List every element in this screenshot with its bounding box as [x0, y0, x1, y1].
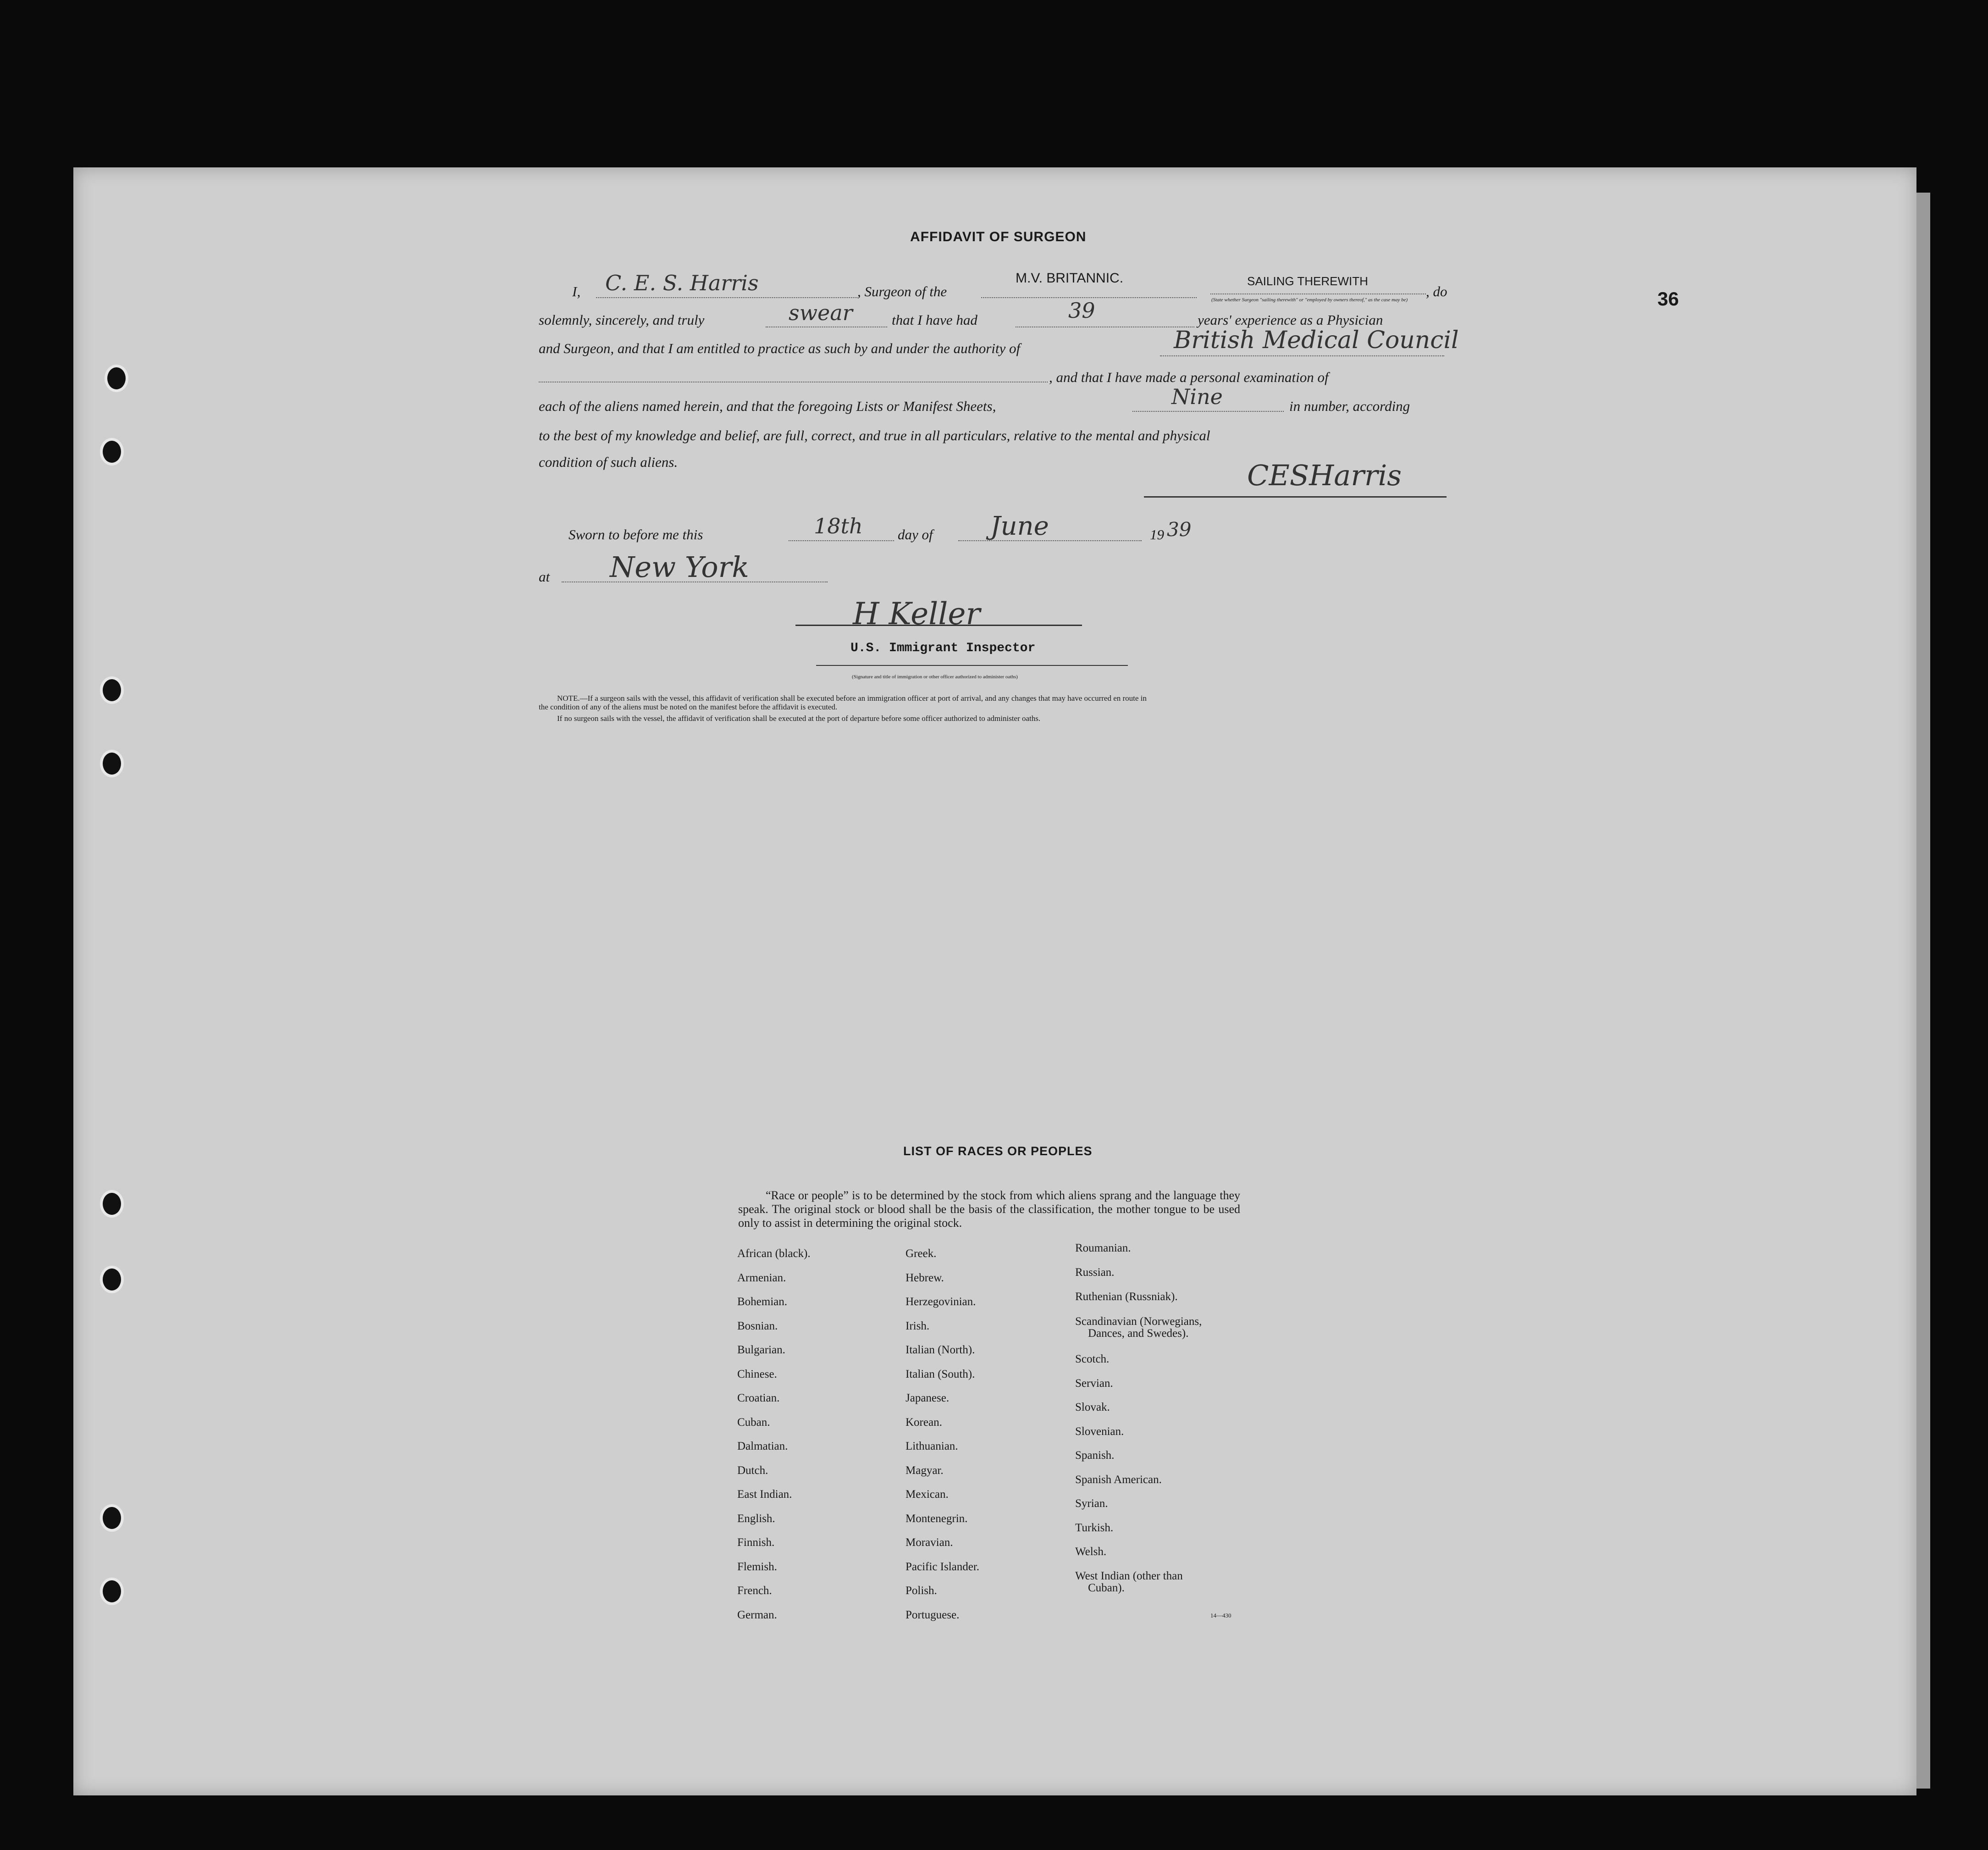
affidavit-surgeon-of: , Surgeon of the: [857, 283, 947, 299]
list-item: Lithuanian.: [906, 1440, 958, 1452]
list-item: Slovenian.: [1075, 1425, 1124, 1438]
list-item: Spanish American.: [1075, 1473, 1162, 1486]
races-column-1: [737, 1242, 811, 1627]
list-item: Irish.: [906, 1319, 930, 1332]
races-column-2: [906, 1242, 979, 1627]
note-line-2: the condition of any of the aliens must be noted on the manifest before the affidavit is executed.: [539, 703, 838, 711]
list-item: Italian (South).: [906, 1368, 975, 1380]
list-item: Portuguese.: [906, 1608, 960, 1621]
list-item: Flemish.: [737, 1560, 777, 1573]
affidavit-i: I,: [572, 283, 581, 299]
list-item: German.: [737, 1608, 777, 1621]
affidavit-in-number: in number, according: [1289, 398, 1410, 414]
affidavit-title: AFFIDAVIT OF SURGEON: [910, 229, 1087, 244]
list-item: Ruthenian (Russniak).: [1075, 1291, 1178, 1303]
list-item: Dances, and Swedes).: [1088, 1327, 1189, 1340]
binder-hole-icon: [100, 676, 124, 704]
list-item: Scotch.: [1075, 1353, 1110, 1365]
list-item: French.: [737, 1584, 772, 1597]
list-item: Armenian.: [737, 1271, 786, 1284]
sworn-at: at: [539, 569, 550, 585]
form-number: 14—430: [1210, 1612, 1231, 1619]
affidavit-solemnly: solemnly, sincerely, and truly: [539, 312, 705, 328]
list-item: Roumanian.: [1075, 1242, 1131, 1254]
sworn-year-suffix: 39: [1167, 518, 1192, 541]
list-item: Magyar.: [906, 1464, 944, 1477]
list-item: Polish.: [906, 1584, 937, 1597]
oath-word: swear: [789, 300, 853, 325]
binder-hole-icon: [100, 1190, 124, 1218]
years-value: 39: [1068, 298, 1095, 323]
list-item: Chinese.: [737, 1368, 777, 1380]
sworn-place: New York: [610, 550, 749, 584]
inspector-title: U.S. Immigrant Inspector: [850, 641, 1036, 655]
list-item: Pacific Islander.: [906, 1560, 980, 1573]
affidavit-personal-exam: , and that I have made a personal examination of: [1049, 369, 1329, 385]
list-item: Greek.: [906, 1247, 937, 1260]
sworn-text: Sworn to before me this: [569, 526, 703, 543]
affidavit-condition: condition of such aliens.: [539, 454, 678, 470]
list-item: English.: [737, 1512, 775, 1525]
list-item: Bosnian.: [737, 1319, 778, 1332]
list-item: Scandinavian (Norwegians,: [1075, 1315, 1202, 1328]
sheets-rule: [1132, 411, 1284, 412]
sworn-month-rule: [958, 540, 1142, 541]
races-intro: “Race or people” is to be determined by the stock from which aliens sprang and the language they speak. The original stock or blood shall be the basis of the classification, the mother tongue to be used only to assist in determining the original stock.: [738, 1189, 1240, 1230]
sworn-day: 18th: [814, 514, 863, 538]
affidavit-do: , do: [1426, 283, 1447, 299]
list-item: Korean.: [906, 1416, 942, 1429]
sworn-day-of: day of: [898, 526, 933, 543]
binder-hole-icon: [100, 1578, 124, 1605]
list-item: Russian.: [1075, 1266, 1115, 1279]
affidavit-years-experience: years' experience as a Physician: [1198, 312, 1383, 328]
list-item: Finnish.: [737, 1536, 775, 1549]
authority-rule: [1160, 355, 1444, 356]
list-item: Welsh.: [1075, 1545, 1107, 1558]
surgeon-signature-rule: [1144, 496, 1447, 498]
sworn-day-rule: [789, 540, 894, 541]
affidavit-each-alien: each of the aliens named herein, and that the foregoing Lists or Manifest Sheets,: [539, 398, 996, 414]
list-item: Bulgarian.: [737, 1344, 785, 1356]
list-item: Dalmatian.: [737, 1440, 788, 1452]
list-item: Mexican.: [906, 1488, 949, 1501]
binder-hole-icon: [100, 1504, 124, 1532]
page-edge: [1916, 193, 1930, 1789]
sworn-year-prefix: 19: [1150, 526, 1164, 543]
surgeon-signature: CESHarris: [1247, 459, 1402, 492]
inspector-signature: H Keller: [853, 596, 980, 631]
list-item: Spanish.: [1075, 1449, 1115, 1462]
list-item: Servian.: [1075, 1377, 1113, 1390]
affidavit-and-surgeon: and Surgeon, and that I am entitled to practice as such by and under the authority of: [539, 340, 1021, 356]
sailing-status: SAILING THEREWITH: [1247, 274, 1368, 288]
races-title: LIST OF RACES OR PEOPLES: [903, 1144, 1093, 1158]
list-item: Italian (North).: [906, 1344, 975, 1356]
list-item: Bohemian.: [737, 1296, 788, 1308]
inspector-title-rule: [816, 665, 1128, 666]
binder-hole-icon: [100, 1266, 124, 1293]
list-item: Montenegrin.: [906, 1512, 968, 1525]
note-line-3: If no surgeon sails with the vessel, the affidavit of verification shall be executed at the port of departure before some officer authorized to administer oaths.: [557, 714, 1041, 723]
surgeon-name-rule: [596, 297, 857, 298]
list-item: Japanese.: [906, 1392, 950, 1404]
binder-hole-icon: [105, 365, 128, 392]
list-item: Cuban).: [1088, 1582, 1125, 1594]
vessel-name: M.V. BRITANNIC.: [1016, 271, 1124, 286]
list-item: Dutch.: [737, 1464, 768, 1477]
list-item: West Indian (other than: [1075, 1570, 1183, 1582]
affidavit-knowledge: to the best of my knowledge and belief, are full, correct, and true in all particulars, relative to the mental and physical: [539, 427, 1210, 443]
list-item: Croatian.: [737, 1392, 780, 1404]
signature-caption: (Signature and title of immigration or other officer authorized to administer oaths): [852, 674, 1018, 680]
list-item: Cuban.: [737, 1416, 770, 1429]
list-item: Hebrew.: [906, 1271, 944, 1284]
list-item: East Indian.: [737, 1488, 792, 1501]
list-item: Syrian.: [1075, 1497, 1108, 1510]
list-item: Herzegovinian.: [906, 1296, 976, 1308]
sailing-hint: (State whether Surgeon "sailing therewith" or "employed by owners thereof," as the case may be): [1211, 297, 1408, 303]
note-line-1: NOTE.—If a surgeon sails with the vessel, this affidavit of verification shall be executed before an immigration officer at port of arrival, and any changes that may have occurred en route in: [557, 694, 1147, 703]
authority-value: British Medical Council: [1174, 327, 1459, 354]
surgeon-name: C. E. S. Harris: [605, 271, 759, 295]
sworn-month: June: [990, 511, 1049, 541]
binder-hole-icon: [100, 438, 124, 465]
page-number: 36: [1657, 288, 1679, 310]
list-item: Moravian.: [906, 1536, 953, 1549]
list-item: Turkish.: [1075, 1522, 1114, 1534]
inspector-signature-rule: [795, 625, 1082, 626]
sheets-value: Nine: [1171, 384, 1223, 409]
binder-hole-icon: [100, 750, 124, 777]
list-item: African (black).: [737, 1247, 811, 1260]
affidavit-that-had: that I have had: [892, 312, 977, 328]
list-item: Slovak.: [1075, 1401, 1110, 1413]
